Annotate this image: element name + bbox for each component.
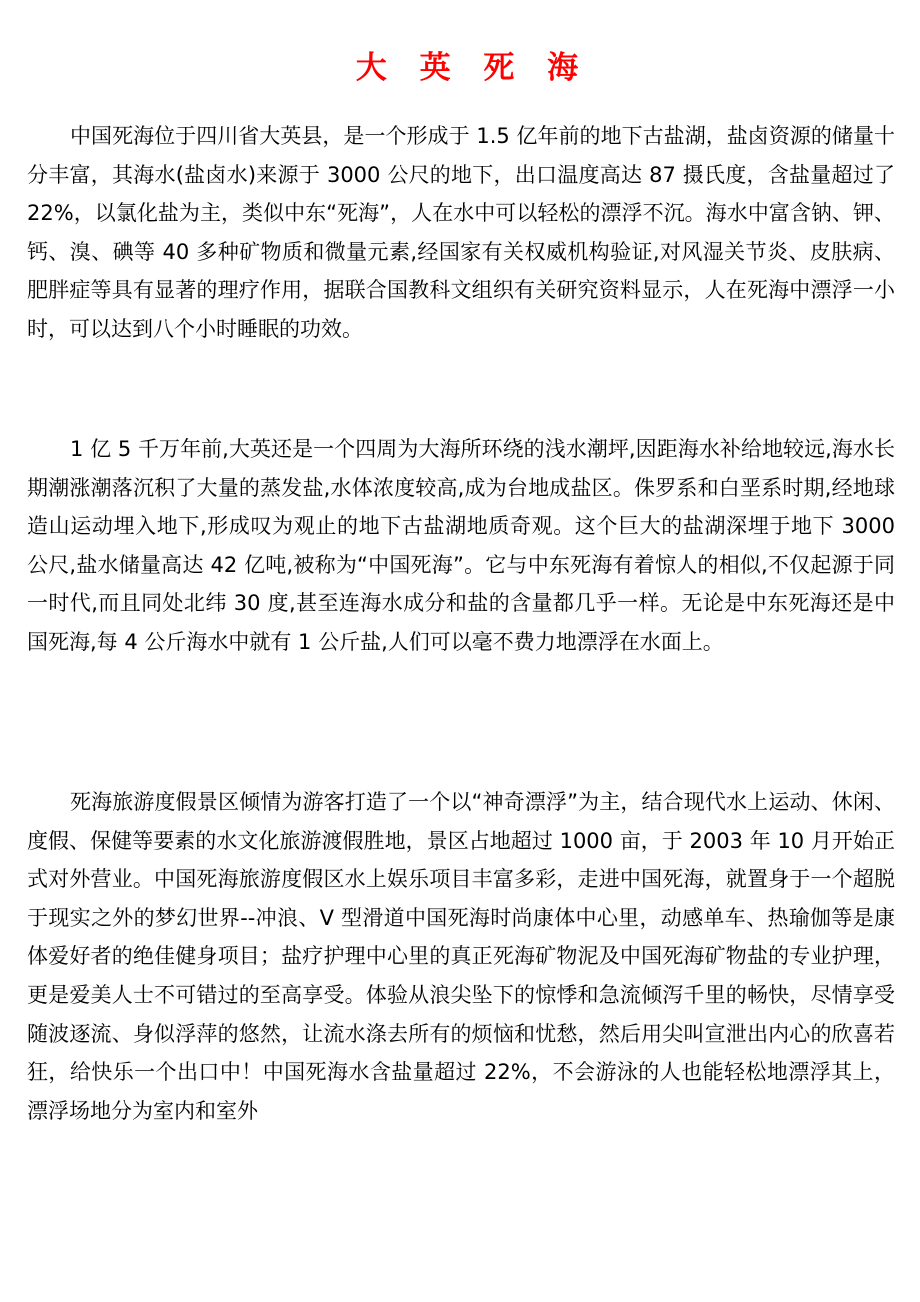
document-title: 大 英 死 海	[355, 50, 590, 86]
paragraph-intro: 中国死海位于四川省大英县，是一个形成于 1.5 亿年前的地下古盐湖，盐卤资源的储量十分丰富，其海水(盐卤水)来源于 3000 公尺的地下，出口温度高达 87 摄氏度，含盐量超过了 22%，以氯化盐为主，类似中东“死海”，人在水中可以轻松的漂浮不沉。海水中富含钠、钾、钙、溴、碘等 40 多种矿物质和微量元素,经国家有关权威机构验证,对风湿关节炎、皮肤病、肥胖症等具有显著的理疗作用，据联合国教科文组织有关研究资料显示，人在死海中漂浮一小时，可以达到八个小时睡眠的功效。	[27, 124, 895, 341]
paragraph-history: 1 亿 5 千万年前,大英还是一个四周为大海所环绕的浅水潮坪,因距海水补给地较远,海水长期潮涨潮落沉积了大量的蒸发盐,水体浓度较高,成为台地成盐区。侏罗系和白垩系时期,经地球造山运动埋入地下,形成叹为观止的地下古盐湖地质奇观。这个巨大的盐湖深埋于地下 3000 公尺,盐水储量高达 42 亿吨,被称为“中国死海”。它与中东死海有着惊人的相似,不仅起源于同一时代,而且同处北纬 30 度,甚至连海水成分和盐的含量都几乎一样。无论是中东死海还是中国死海,每 4 公斤海水中就有 1 公斤盐,人们可以毫不费力地漂浮在水面上。	[27, 437, 895, 654]
paragraph-tourism: 死海旅游度假景区倾情为游客打造了一个以“神奇漂浮”为主，结合现代水上运动、休闲、度假、保健等要素的水文化旅游渡假胜地，景区占地超过 1000 亩，于 2003 年 10 月开始正式对外营业。中国死海旅游度假区水上娱乐项目丰富多彩，走进中国死海，就置身于一个超脱于现实之外的梦幻世界--冲浪、V 型滑道中国死海时尚康体中心里，动感单车、热瑜伽等是康体爱好者的绝佳健身项目；盐疗护理中心里的真正死海矿物泥及中国死海矿物盐的专业护理，更是爱美人士不可错过的至高享受。体验从浪尖坠下的惊悸和急流倾泻千里的畅快，尽情享受随波逐流、身似浮萍的悠然，让流水涤去所有的烦恼和忧愁，然后用尖叫宣泄出内心的欣喜若狂，给快乐一个出口中！中国死海水含盐量超过 22%，不会游泳的人也能轻松地漂浮其上，漂浮场地分为室内和室外	[27, 790, 895, 1123]
